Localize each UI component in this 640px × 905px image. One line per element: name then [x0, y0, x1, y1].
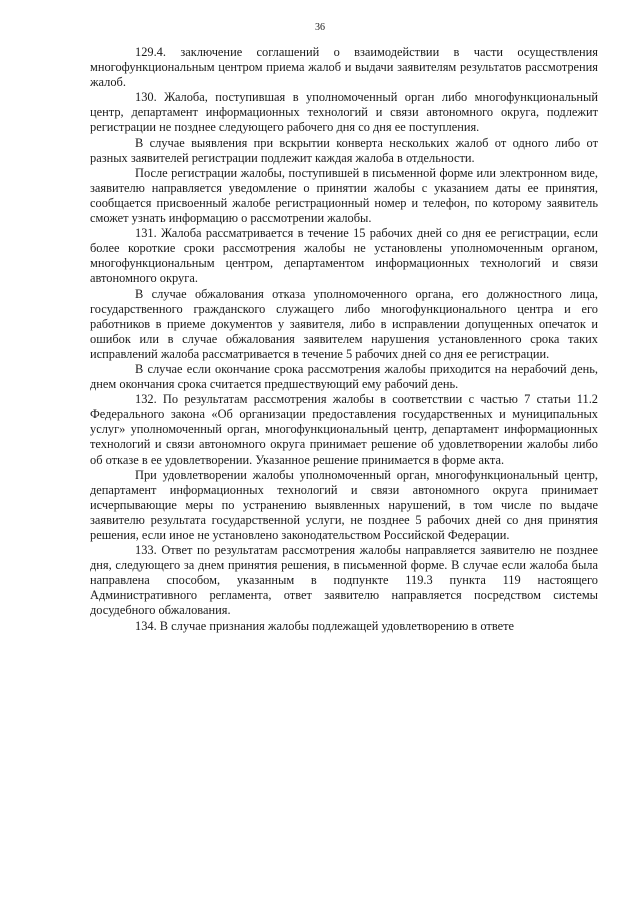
paragraph-129-4: 129.4. заключение соглашений о взаимодействии в части осуществления многофункциональным центром приема жалоб и выдачи заявителям результатов рассмотрения жалоб.	[90, 45, 598, 90]
paragraph-132-satisfaction: При удовлетворении жалобы уполномоченный орган, многофункциональный центр, департамент информационных технологий и связи автономного округа принимает исчерпывающие меры по устранению выявленных нарушений, в том числе по выдаче заявителю результата государственной услуги, не позднее 5 рабочих дней со дня принятия решения, если иное не установлено законодательством Российской Федерации.	[90, 467, 598, 542]
paragraph-131-nonworking-day: В случае если окончание срока рассмотрения жалобы приходится на нерабочий день, днем окончания срока считается предшествующий ему рабочий день.	[90, 361, 598, 392]
paragraph-132: 132. По результатам рассмотрения жалобы в соответствии с частью 7 статьи 11.2 Федерального закона «Об организации предоставления государственных и муниципальных услуг» уполномоченный орган, многофункциональный центр, департамент информационных технологий и связи автономного округа принимает решение об удовлетворении жалобы либо об отказе в ее удовлетворении. Указанное решение принимается в форме акта.	[90, 392, 598, 467]
document-body	[90, 45, 598, 634]
paragraph-134: 134. В случае признания жалобы подлежащей удовлетворению в ответе	[135, 618, 515, 633]
page-number: 36	[315, 22, 325, 33]
paragraph-130-multiple-complaints: В случае выявления при вскрытии конверта нескольких жалоб от одного либо от разных заявителей регистрации подлежит каждая жалоба в отдельности.	[90, 135, 598, 165]
paragraph-130-notification: После регистрации жалобы, поступившей в письменной форме или электронном виде, заявителю направляется уведомление о принятии жалобы с указанием даты ее принятия, сообщается присвоенный жалобе регистрационный номер и телефон, по которому заявитель сможет узнать информацию о рассмотрении жалобы.	[90, 165, 598, 226]
paragraph-130: 130. Жалоба, поступившая в уполномоченный орган либо многофункциональный центр, департамент информационных технологий и связи автономного округа, подлежит регистрации не позднее следующего рабочего дня со дня ее поступления.	[90, 90, 598, 135]
paragraph-131-refusal-appeal: В случае обжалования отказа уполномоченного органа, его должностного лица, государственного гражданского служащего либо многофункционального центра и его работников в приеме документов у заявителя, либо в исправлении допущенных опечаток и ошибок или в случае обжалования заявителем нарушения установленного срока таких исправлений жалоба рассматривается в течение 5 рабочих дней со дня ее регистрации.	[90, 286, 598, 361]
paragraph-133: 133. Ответ по результатам рассмотрения жалобы направляется заявителю не позднее дня, следующего за днем принятия решения, в письменной форме. В случае если жалоба была направлена способом, указанным в подпункте 119.3 пункта 119 настоящего Административного регламента, ответ заявителю направляется посредством системы досудебного обжалования.	[90, 543, 598, 618]
paragraph-131: 131. Жалоба рассматривается в течение 15 рабочих дней со дня ее регистрации, если более короткие сроки рассмотрения жалобы не установлены уполномоченным органом, многофункциональным центром, департаментом информационных технологий и связи автономного округа.	[90, 226, 598, 286]
